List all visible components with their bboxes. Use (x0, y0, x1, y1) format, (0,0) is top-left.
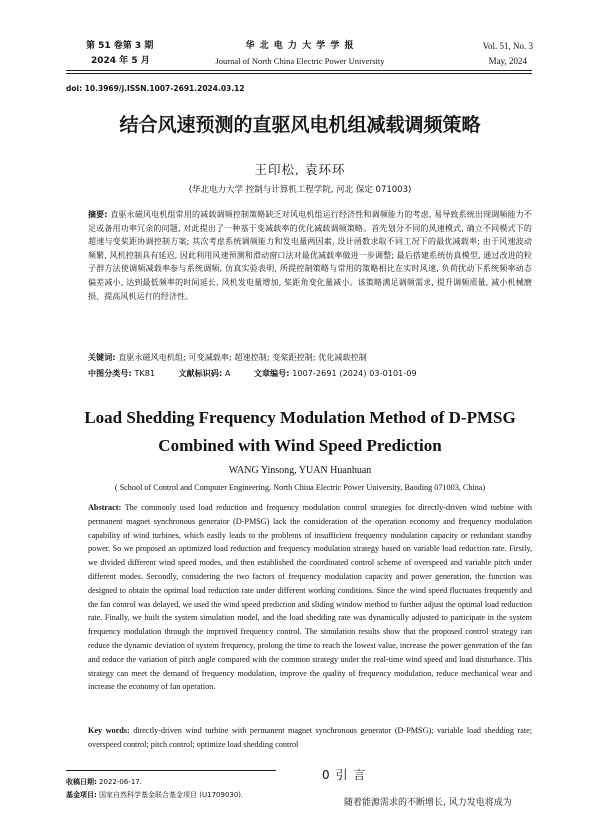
abstract-en (88, 501, 532, 694)
header-rule-top (66, 70, 532, 71)
abstract-cn (88, 208, 532, 303)
fund-value: 国家自然科学基金联合基金项目 (U1709030). (99, 791, 244, 799)
clc-value: TK81 (134, 369, 156, 378)
footnote-rule (66, 770, 276, 771)
journal-name-en: Journal of North China Electric Power University (215, 56, 385, 66)
doi: doi: 10.3969/j.ISSN.1007-2691.2024.03.12 (66, 84, 245, 93)
affiliation-en: ( School of Control and Computer Engineering, North China Electric Power University, Baoding 071003, China) (114, 483, 486, 492)
fund-project (66, 789, 243, 801)
authors-cn: 王印松, 袁环环 (254, 162, 346, 177)
abstract-cn-text: 直驱永磁风电机组常用的减载调频控制策略缺乏对风电机组运行经济性和调频能力的考虑, 易导致系统出现调频能力不足或备用功率冗余的问题, 对此提出了一种基于变减载率的优化减载调频策略。首先划分不同的风速模式, 确立不同模式下的超速与变桨距协调控制方案; 其次考虑系统调频能力和发电量两因素, 设计函数求取不同工况下的最优减载率; 由于风速波动频繁, 风机控制具有延迟, 因此利用风速预测和滑动窗口法对最优减载率做进一步调整; 最后搭建系统仿真模型, 通过改进的粒子群方法使调频减载率参与系统调频, 仿真实验表明, 所提控制策略与常用的策略相比在实时风速, 负荷扰动下系统频率动态偏差减小, 达到最低频率的时间延长, 风机发电量增加, 桨距角变化量减小。该策略满足调频需求, 提升调频质量, 减小机械磨损、提高风机运行的经济性。 (88, 210, 533, 301)
affiliation-cn: (华北电力大学 控制与计算机工程学院, 河北 保定 071003) (188, 185, 412, 195)
journal-date: 2024 年 5 月 (91, 56, 150, 66)
journal-date-en: May, 2024 (488, 56, 527, 66)
journal-name-cn: 华 北 电 力 大 学 学 报 (245, 41, 355, 51)
article-number-value: 1007-2691 (2024) 03-0101-09 (292, 369, 417, 378)
keywords-en-label: Key words: (88, 726, 130, 735)
doc-code-value: A (224, 369, 231, 378)
journal-volume-en: Vol. 51, No. 3 (482, 41, 533, 51)
received-value: 2022-06-17. (99, 778, 142, 786)
abstract-en-text: The commonly used load reduction and frequency modulation control strategies for directly-driven wind turbine with permanent magnet synchronous generator (D-PMSG) lack the consideration of the operation economy and frequency modulation capability of wind turbines, which easily leads to the problems of insufficient frequency modulation capacity or redundant standby power. So we proposed an optimized load reduction and frequency modulation strategy based on variable load reduction rate. Firstly, we divided different wind speed modes, and then established the coordinated control scheme of overspeed and variable pitch under different modes. Secondly, considering the two factors of frequency modulation capacity and power generation, the function was designed to obtain the optimal load reduction rate under different working conditions. Since the wind speed fluctuates frequently and the fan control was delayed, we used the wind speed prediction and sliding window method to further adjust the optimal load reduction rate. Finally, we built the system simulation model, and the load shedding rate was dynamically adjusted to participate in the system frequency modulation through the improved frequency control. The simulation results show that the proposed control strategy can reduce the dynamic deviation of system frequency, prolong the time to reach the lowest value, increase the power generation of the fan and reduce the variation of pitch angle compared with the common strategy under the real-time wind speed and load disturbance. This strategy can meet the demand of frequency modulation, improve the quality of frequency modulation, reduce mechanical wear and increase the economy of fan operation. (88, 503, 532, 692)
journal-volume: 第 51 卷第 3 期 (86, 41, 154, 51)
keywords-en-text: directly-driven wind turbine with permanent magnet synchronous generator (D-PMSG); variable load shedding rate; overspeed control; pitch control; optimize load shedding control (88, 726, 533, 749)
clc-label: 中图分类号: (88, 369, 132, 378)
abstract-en-label: Abstract: (88, 503, 122, 512)
authors-en: WANG Yinsong, YUAN Huanhuan (228, 465, 372, 476)
received-date (66, 776, 142, 788)
keywords-cn-label: 关键词: (88, 353, 116, 362)
header-rule-bottom (66, 73, 532, 74)
title-en-line2: Combined with Wind Speed Prediction (158, 436, 442, 455)
received-label: 收稿日期: (66, 778, 97, 786)
keywords-en (88, 724, 532, 752)
article-number-label: 文章编号: (253, 369, 290, 378)
abstract-cn-label: 摘要: (88, 210, 108, 219)
title-cn: 结合风速预测的直驱风电机组减载调频策略 (119, 114, 481, 136)
keywords-cn-text: 直驱永磁风电机组; 可变减载率; 超速控制; 变桨距控制; 优化减载控制 (118, 353, 367, 362)
intro-text-start: 随着能源需求的不断增长, 风力发电将成为 (344, 798, 512, 808)
keywords-cn (88, 351, 532, 365)
doc-code-label: 文献标识码: (178, 369, 223, 378)
classification-line (88, 367, 548, 381)
fund-label: 基金项目: (66, 791, 97, 799)
title-en-line1: Load Shedding Frequency Modulation Method of D-PMSG (84, 408, 516, 427)
section-heading-intro: 0 引 言 (322, 768, 367, 782)
